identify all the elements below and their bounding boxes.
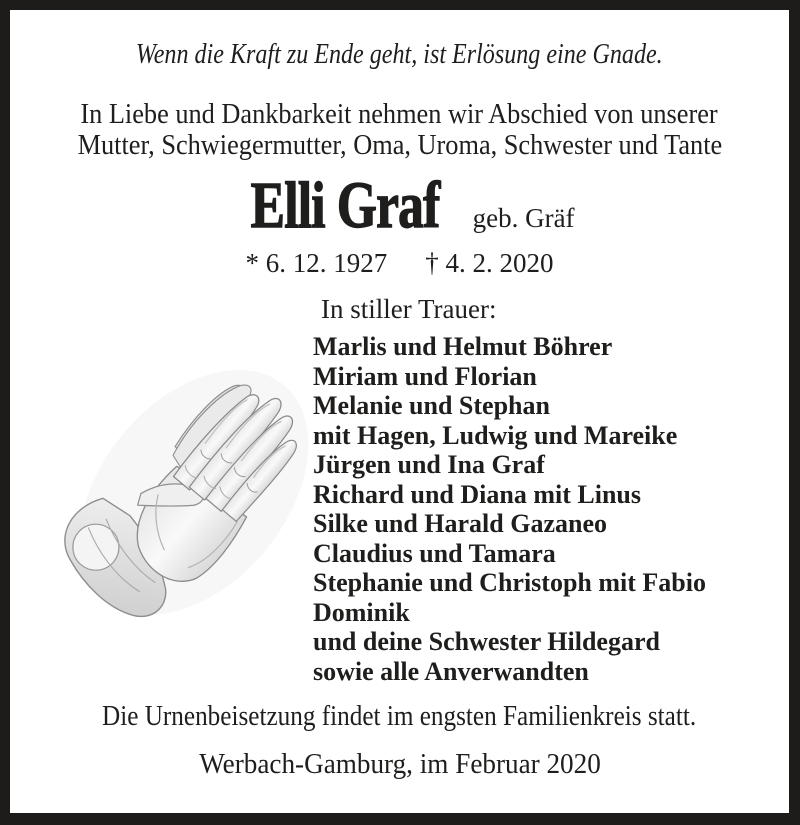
mourner-line: Silke und Harald Gazaneo: [313, 509, 607, 538]
mourner-line: Dominik: [313, 597, 410, 627]
intro-text: [10, 100, 789, 161]
mourner-line: und deine Schwester Hildegard: [313, 627, 660, 656]
epitaph-quote: [10, 40, 789, 70]
birth-date: * 6. 12. 1927: [245, 248, 388, 278]
funeral-info: [10, 702, 789, 732]
deceased-name: Elli Graf: [251, 169, 440, 242]
epitaph-quote-text: Wenn die Kraft zu Ende geht, ist Erlösung eine Gnade.: [136, 39, 663, 70]
mourning-label: In stiller Trauer:: [321, 294, 497, 324]
praying-hands-icon: [60, 362, 312, 644]
intro-line-1: In Liebe und Dankbarkeit nehmen wir Abschied von unserer: [80, 99, 719, 130]
mourner-line: Stephanie und Christoph mit Fabio: [313, 568, 706, 597]
mourner-line: Jürgen und Ina Graf: [313, 450, 545, 479]
mourner-line: Marlis und Helmut Böhrer: [313, 332, 613, 361]
mourner-line: Miriam und Florian: [313, 361, 537, 391]
mourner-line: sowie alle Anverwandten: [313, 656, 589, 686]
funeral-info-text: Die Urnenbeisetzung findet im engsten Familienkreis statt.: [102, 701, 697, 732]
maiden-name: geb. Gräf: [472, 203, 575, 233]
mourning-block: [313, 294, 706, 686]
place-date: [10, 750, 789, 780]
mourner-line: Melanie und Stephan: [313, 391, 550, 420]
mourner-line: mit Hagen, Ludwig und Mareike: [313, 420, 678, 450]
deceased-name-row: [10, 170, 789, 242]
place-date-text: Werbach-Gamburg, im Februar 2020: [198, 749, 601, 780]
intro-line-2: Mutter, Schwiegermutter, Oma, Uroma, Schwester und Tante: [77, 129, 722, 161]
death-date: † 4. 2. 2020: [425, 248, 554, 278]
life-dates: [10, 248, 789, 278]
mourner-line: Claudius und Tamara: [313, 538, 556, 568]
mourner-line: Richard und Diana mit Linus: [313, 479, 641, 509]
